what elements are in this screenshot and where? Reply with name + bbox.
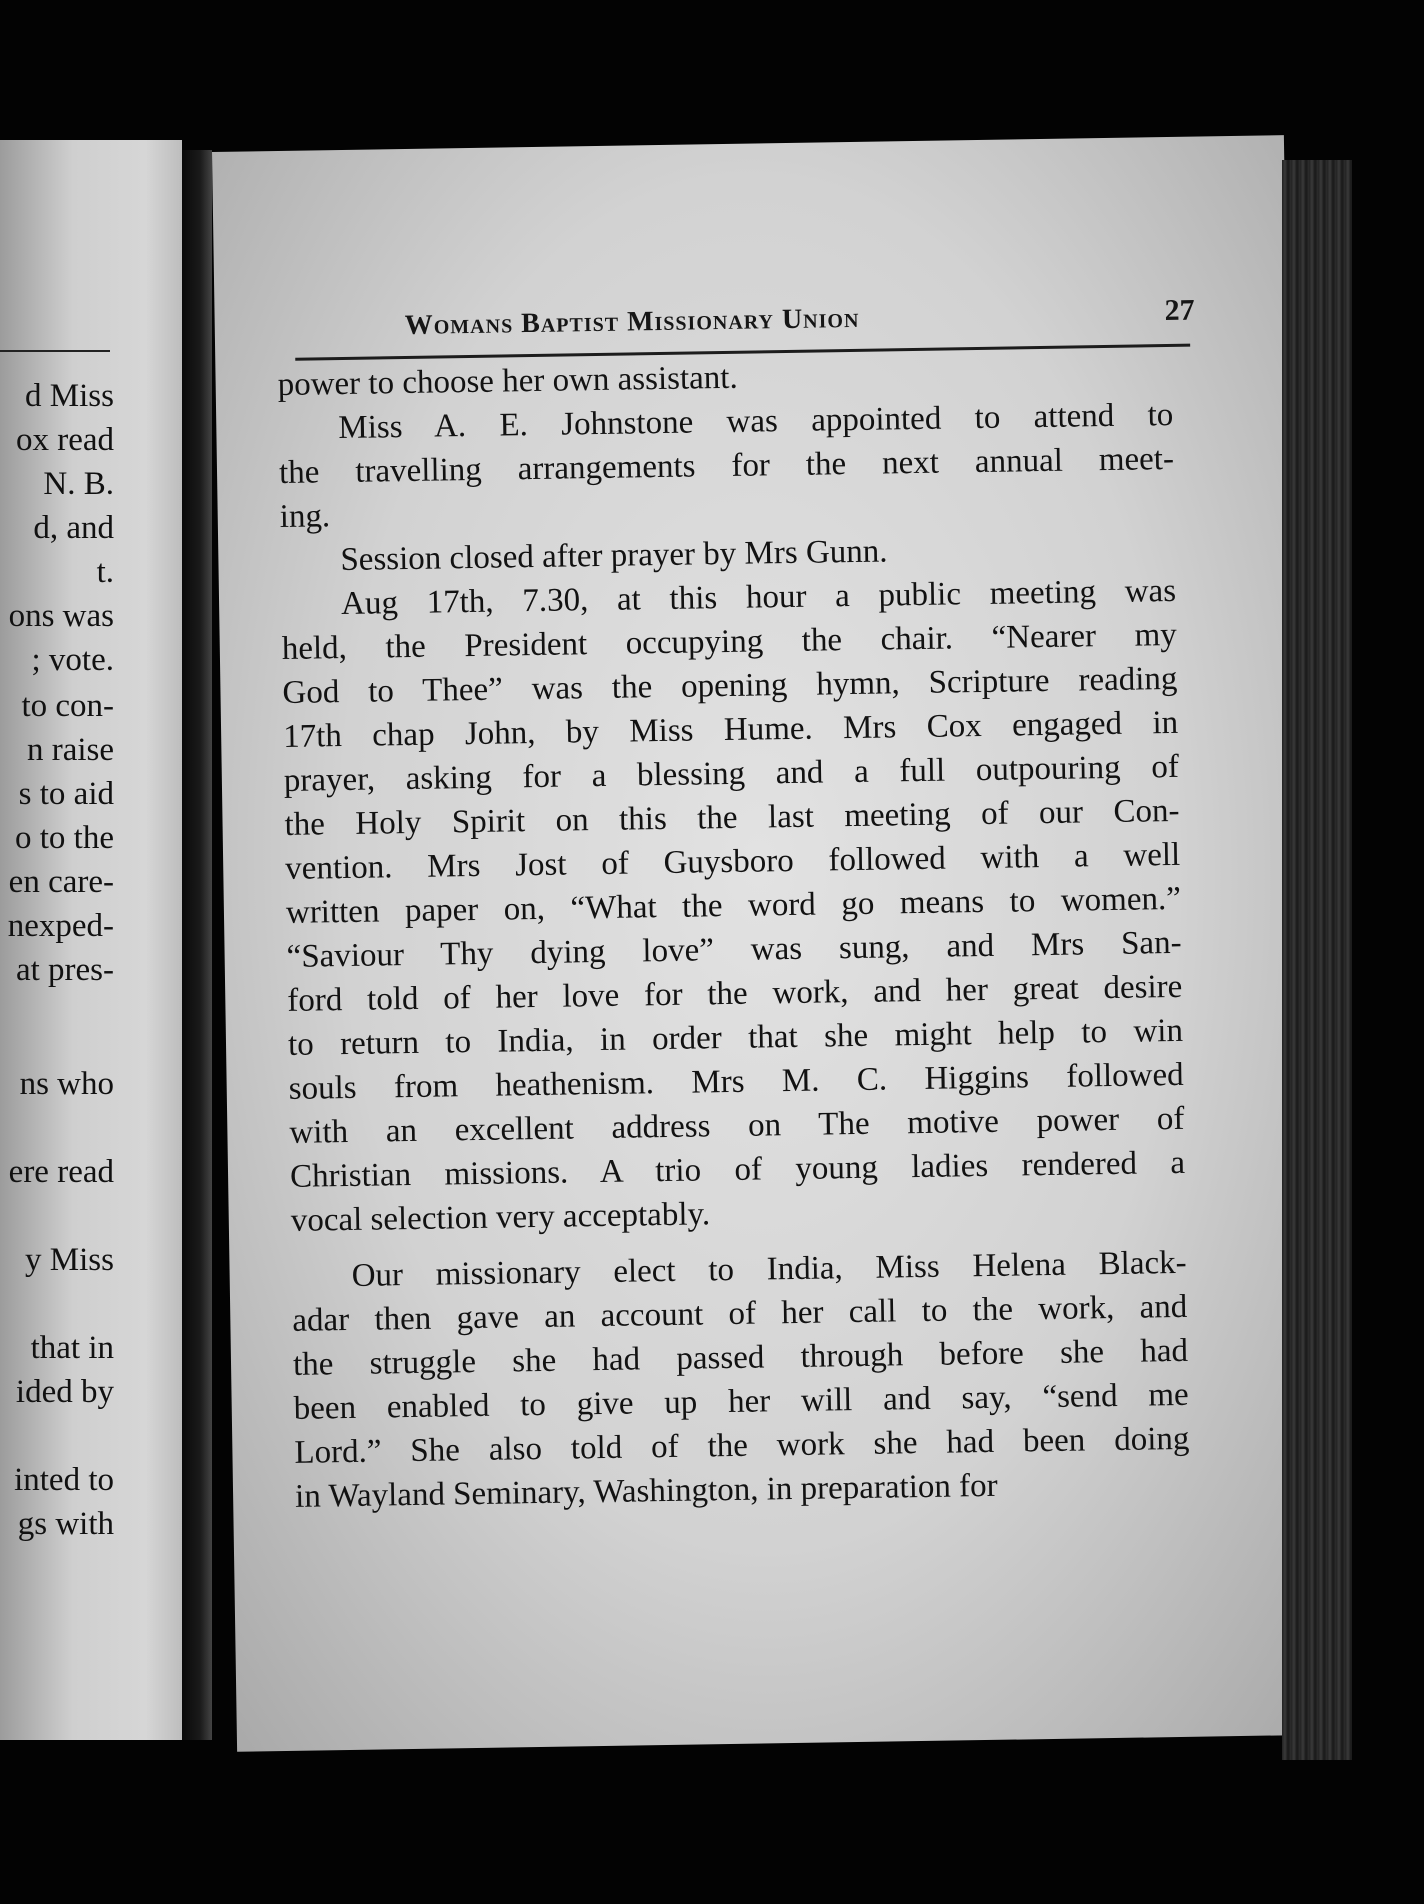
left-page-fragment: inted to: [14, 1462, 114, 1498]
text-line: been enabled to give up her will and say, “send me: [293, 1376, 1189, 1427]
left-page-fragment: t.: [96, 554, 114, 590]
text-line: souls from heathenism. Mrs M. C. Higgins followed: [288, 1056, 1184, 1107]
book-gutter: [182, 150, 212, 1740]
text-line: the struggle she had passed through before she had: [292, 1332, 1189, 1383]
text-line: Our missionary elect to India, Miss Helena Black-: [351, 1244, 1187, 1294]
text-line: Lord.” She also told of the work she had been doing: [294, 1420, 1190, 1471]
text-line: “Saviour Thy dying love” was sung, and Mrs San-: [286, 924, 1182, 975]
text-line: ford told of her love for the work, and her great desire: [287, 968, 1183, 1019]
text-line: adar then gave an account of her call to the work, and: [292, 1288, 1188, 1339]
text-line: Aug 17th, 7.30, at this hour a public meeting was: [340, 572, 1177, 623]
page-number: 27: [1164, 293, 1195, 328]
text-line: with an excellent address on The motive power of: [289, 1100, 1185, 1151]
left-page-fragment: d Miss: [25, 378, 114, 414]
text-line: Miss A. E. Johnstone was appointed to attend to: [338, 396, 1174, 447]
left-page-fragment: gs with: [17, 1506, 114, 1542]
left-page-fragment: ; vote.: [31, 642, 114, 678]
left-page-fragment: o to the: [15, 820, 114, 856]
left-page-fragment: ox read: [15, 422, 114, 458]
paragraph: [291, 1240, 1225, 1519]
text-line: held, the President occupying the chair. “Nearer my: [281, 616, 1177, 667]
page-edges: [1282, 160, 1352, 1760]
running-title: Womans Baptist Missionary Union: [404, 302, 860, 341]
left-page-fragment: en care-: [8, 864, 114, 900]
left-page-fragment: d, and: [33, 510, 114, 546]
text-line: vention. Mrs Jost of Guysboro followed with a well: [284, 836, 1181, 887]
left-page-fragment: s to aid: [18, 776, 114, 812]
left-page-fragment: that in: [30, 1330, 114, 1366]
left-page: [0, 140, 182, 1740]
text-line: God to Thee” was the opening hymn, Scripture reading: [282, 660, 1178, 711]
left-page-fragment: ided by: [15, 1374, 114, 1410]
left-page-fragment: ere read: [8, 1154, 114, 1190]
paragraph: [281, 568, 1221, 1243]
left-page-fragment: at pres-: [15, 952, 114, 988]
text-line: power to choose her own assistant.: [277, 359, 738, 403]
text-line: Session closed after prayer by Mrs Gunn.: [340, 533, 888, 579]
text-line: the Holy Spirit on this the last meeting of our Con-: [284, 792, 1180, 843]
text-line: the travelling arrangements for the next annual meet-: [278, 440, 1175, 491]
left-page-fragment: n raise: [26, 732, 114, 768]
left-page-fragment: ns who: [19, 1066, 114, 1102]
right-page: [212, 135, 1309, 1752]
text-line: ing.: [279, 498, 331, 535]
paragraph: [278, 392, 1210, 539]
left-page-fragment: N. B.: [43, 466, 114, 502]
text-line: prayer, asking for a blessing and a full outpouring of: [283, 748, 1180, 799]
page-body: [277, 348, 1225, 1518]
text-line: written paper on, “What the word go means to women.”: [285, 880, 1182, 931]
running-header: [294, 292, 1195, 356]
left-page-fragment: ons was: [8, 598, 114, 634]
text-line: 17th chap John, by Miss Hume. Mrs Cox engaged in: [282, 704, 1179, 755]
left-page-fragment: to con-: [21, 688, 114, 724]
text-line: to return to India, in order that she might help to win: [287, 1012, 1184, 1063]
left-header-rule: [0, 350, 110, 352]
left-page-fragment: nexped-: [7, 908, 114, 944]
left-page-fragment: y Miss: [25, 1242, 114, 1278]
text-line: Christian missions. A trio of young ladies rendered a: [289, 1144, 1186, 1195]
text-line: vocal selection very acceptably.: [290, 1196, 711, 1239]
text-line: in Wayland Seminary, Washington, in preparation for: [294, 1467, 998, 1515]
